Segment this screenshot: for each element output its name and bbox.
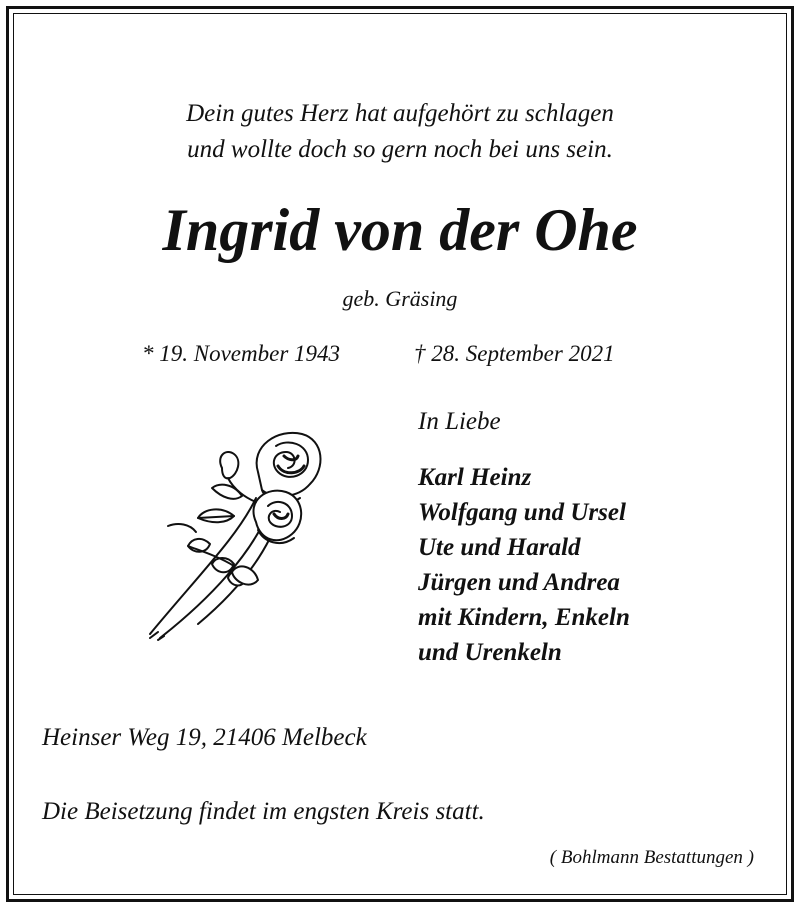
mourner-item: Wolfgang und Ursel [418, 499, 626, 526]
death-date: † 28. September 2021 [414, 341, 615, 366]
maiden-name: geb. Gräsing [342, 286, 458, 311]
verse-line-1: Dein gutes Herz hat aufgehört zu schlagen [186, 100, 614, 127]
birth-date: * 19. November 1943 [142, 341, 341, 366]
mourner-item: Ute und Harald [418, 534, 581, 561]
in-love-text: In Liebe [418, 408, 501, 435]
undertaker: ( Bohlmann Bestattungen ) [549, 847, 754, 868]
rose-bouquet-icon [138, 426, 328, 642]
mourner-item: und Urenkeln [418, 639, 562, 666]
burial-notice: Die Beisetzung findet im engsten Kreis statt. [42, 798, 485, 825]
verse-line-2: und wollte doch so gern noch bei uns sein. [187, 136, 613, 163]
mourners-list [418, 460, 630, 670]
mourner-item: Jürgen und Andrea [418, 569, 620, 596]
address: Heinser Weg 19, 21406 Melbeck [42, 724, 367, 751]
mourner-item: mit Kindern, Enkeln [418, 604, 630, 631]
mourner-item: Karl Heinz [418, 464, 532, 491]
deceased-name: Ingrid von der Ohe [162, 197, 638, 263]
verse [0, 96, 800, 168]
